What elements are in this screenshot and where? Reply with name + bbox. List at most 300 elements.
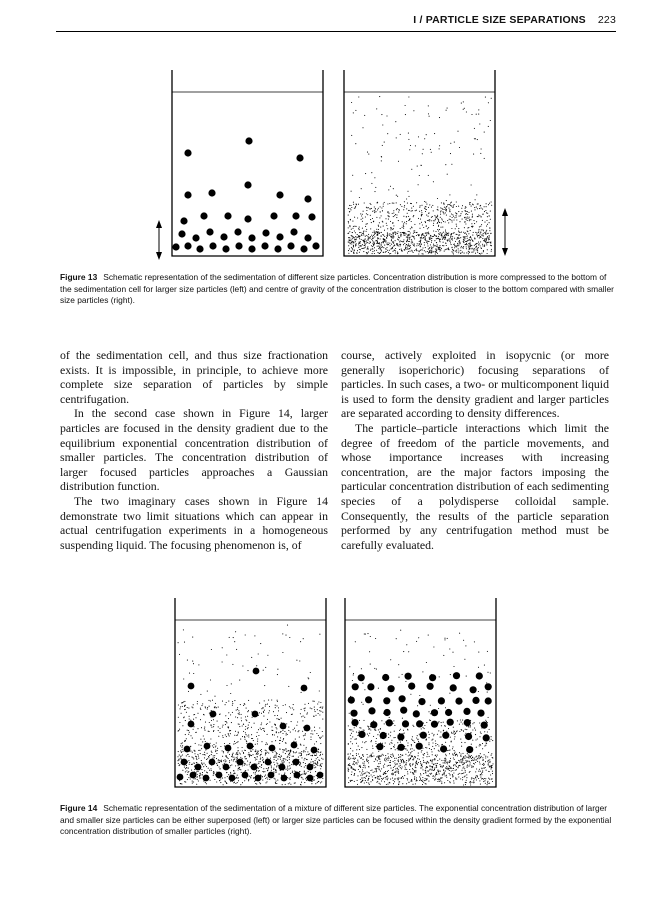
small-particle: [250, 776, 251, 777]
small-particle: [419, 207, 420, 208]
small-particle: [456, 766, 457, 767]
small-particle: [484, 780, 485, 781]
column-right: [341, 348, 609, 552]
small-particle: [367, 239, 368, 240]
small-particle: [420, 240, 421, 241]
large-particle: [431, 721, 438, 728]
small-particle: [472, 204, 473, 205]
small-particle: [446, 766, 447, 767]
small-particle: [483, 779, 484, 780]
small-particle: [479, 769, 480, 770]
small-particle: [391, 774, 392, 775]
small-particle: [418, 184, 419, 185]
small-particle: [479, 226, 480, 227]
small-particle: [429, 720, 430, 721]
small-particle: [256, 764, 257, 765]
small-particle: [217, 765, 218, 766]
small-particle: [248, 736, 249, 737]
small-particle: [318, 713, 319, 714]
small-particle: [453, 666, 454, 667]
small-particle: [225, 724, 226, 725]
small-particle: [261, 754, 262, 755]
small-particle: [364, 777, 365, 778]
small-particle: [378, 768, 379, 769]
small-particle: [481, 774, 482, 775]
small-particle: [251, 775, 252, 776]
small-particle: [471, 245, 472, 246]
small-particle: [245, 719, 246, 720]
small-particle: [258, 729, 259, 730]
small-particle: [487, 237, 488, 238]
small-particle: [289, 765, 290, 766]
small-particle: [283, 762, 284, 763]
small-particle: [352, 780, 353, 781]
large-particle: [247, 743, 254, 750]
large-particle: [398, 744, 405, 751]
small-particle: [454, 232, 455, 233]
small-particle: [351, 243, 352, 244]
small-particle: [454, 759, 455, 760]
small-particle: [289, 759, 290, 760]
small-particle: [450, 143, 451, 144]
small-particle: [394, 760, 395, 761]
small-particle: [239, 680, 240, 681]
small-particle: [482, 764, 483, 765]
large-particle: [450, 684, 457, 691]
small-particle: [385, 218, 386, 219]
small-particle: [381, 247, 382, 248]
small-particle: [289, 757, 290, 758]
small-particle: [359, 731, 360, 732]
small-particle: [216, 781, 217, 782]
small-particle: [386, 759, 387, 760]
right-sedimentation-cell: [345, 598, 496, 787]
small-particle: [230, 714, 231, 715]
small-particle: [452, 770, 453, 771]
small-particle: [406, 760, 407, 761]
small-particle: [450, 774, 451, 775]
large-particle: [358, 731, 365, 738]
small-particle: [380, 763, 381, 764]
small-particle: [466, 762, 467, 763]
small-particle: [183, 629, 184, 630]
small-particle: [350, 250, 351, 251]
small-particle: [186, 755, 187, 756]
large-particle: [172, 243, 179, 250]
small-particle: [475, 138, 476, 139]
small-particle: [481, 768, 482, 769]
small-particle: [210, 738, 211, 739]
small-particle: [367, 734, 368, 735]
small-particle: [277, 759, 278, 760]
large-particle: [195, 764, 202, 771]
small-particle: [471, 782, 472, 783]
small-particle: [442, 767, 443, 768]
small-particle: [483, 767, 484, 768]
small-particle: [412, 242, 413, 243]
small-particle: [450, 242, 451, 243]
small-particle: [480, 774, 481, 775]
small-particle: [392, 237, 393, 238]
small-particle: [400, 765, 401, 766]
small-particle: [377, 246, 378, 247]
small-particle: [251, 657, 252, 658]
small-particle: [227, 776, 228, 777]
small-particle: [440, 217, 441, 218]
small-particle: [471, 223, 472, 224]
small-particle: [388, 756, 389, 757]
small-particle: [486, 212, 487, 213]
small-particle: [381, 244, 382, 245]
small-particle: [350, 243, 351, 244]
small-particle: [399, 237, 400, 238]
small-particle: [433, 245, 434, 246]
small-particle: [439, 781, 440, 782]
small-particle: [400, 759, 401, 760]
small-particle: [312, 781, 313, 782]
small-particle: [226, 772, 227, 773]
small-particle: [487, 692, 488, 693]
small-particle: [260, 728, 261, 729]
small-particle: [303, 750, 304, 751]
small-particle: [307, 751, 308, 752]
small-particle: [456, 206, 457, 207]
small-particle: [359, 252, 360, 253]
small-particle: [398, 220, 399, 221]
small-particle: [467, 240, 468, 241]
small-particle: [479, 745, 480, 746]
small-particle: [483, 763, 484, 764]
small-particle: [354, 239, 355, 240]
small-particle: [403, 244, 404, 245]
small-particle: [392, 774, 393, 775]
small-particle: [426, 766, 427, 767]
small-particle: [490, 672, 491, 673]
small-particle: [181, 752, 182, 753]
small-particle: [392, 242, 393, 243]
small-particle: [181, 743, 182, 744]
small-particle: [443, 213, 444, 214]
small-particle: [391, 244, 392, 245]
small-particle: [388, 213, 389, 214]
small-particle: [388, 219, 389, 220]
small-particle: [242, 665, 243, 666]
small-particle: [198, 758, 199, 759]
small-particle: [423, 253, 424, 254]
small-particle: [414, 232, 415, 233]
small-particle: [281, 718, 282, 719]
small-particle: [188, 760, 189, 761]
small-particle: [262, 776, 263, 777]
small-particle: [282, 741, 283, 742]
small-particle: [423, 782, 424, 783]
small-particle: [245, 634, 246, 635]
small-particle: [218, 707, 219, 708]
running-header: [413, 14, 616, 26]
large-particle: [178, 230, 185, 237]
small-particle: [277, 700, 278, 701]
small-particle: [317, 778, 318, 779]
small-particle: [281, 761, 282, 762]
small-particle: [445, 231, 446, 232]
small-particle: [376, 229, 377, 230]
small-particle: [249, 754, 250, 755]
small-particle: [390, 233, 391, 234]
small-particle: [360, 242, 361, 243]
small-particle: [267, 734, 268, 735]
small-particle: [415, 770, 416, 771]
small-particle: [431, 773, 432, 774]
small-particle: [483, 233, 484, 234]
small-particle: [423, 233, 424, 234]
small-particle: [361, 777, 362, 778]
small-particle: [217, 750, 218, 751]
small-particle: [477, 776, 478, 777]
small-particle: [396, 243, 397, 244]
small-particle: [215, 750, 216, 751]
small-particle: [403, 228, 404, 229]
small-particle: [238, 768, 239, 769]
small-particle: [422, 249, 423, 250]
small-particle: [349, 248, 350, 249]
small-particle: [409, 219, 410, 220]
small-particle: [431, 248, 432, 249]
small-particle: [410, 749, 411, 750]
small-particle: [382, 234, 383, 235]
header-rule: [56, 31, 616, 32]
small-particle: [240, 704, 241, 705]
small-particle: [430, 237, 431, 238]
small-particle: [449, 219, 450, 220]
small-particle: [404, 762, 405, 763]
small-particle: [384, 723, 385, 724]
small-particle: [370, 236, 371, 237]
small-particle: [463, 109, 464, 110]
small-particle: [392, 203, 393, 204]
small-particle: [455, 770, 456, 771]
small-particle: [454, 142, 455, 143]
small-particle: [475, 232, 476, 233]
small-particle: [257, 756, 258, 757]
small-particle: [473, 251, 474, 252]
small-particle: [186, 767, 187, 768]
small-particle: [381, 156, 382, 157]
small-particle: [377, 766, 378, 767]
small-particle: [257, 752, 258, 753]
large-particle: [352, 683, 359, 690]
small-particle: [213, 726, 214, 727]
small-particle: [438, 225, 439, 226]
small-particle: [364, 247, 365, 248]
small-particle: [245, 763, 246, 764]
small-particle: [271, 741, 272, 742]
small-particle: [319, 714, 320, 715]
small-particle: [274, 715, 275, 716]
large-particle: [209, 759, 216, 766]
small-particle: [267, 719, 268, 720]
small-particle: [447, 240, 448, 241]
small-particle: [363, 720, 364, 721]
small-particle: [426, 747, 427, 748]
small-particle: [460, 778, 461, 779]
small-particle: [355, 241, 356, 242]
small-particle: [367, 223, 368, 224]
small-particle: [235, 761, 236, 762]
small-particle: [368, 248, 369, 249]
small-particle: [221, 761, 222, 762]
small-particle: [415, 783, 416, 784]
small-particle: [196, 771, 197, 772]
small-particle: [223, 760, 224, 761]
small-particle: [437, 198, 438, 199]
small-particle: [406, 208, 407, 209]
small-particle: [455, 765, 456, 766]
small-particle: [399, 781, 400, 782]
small-particle: [208, 757, 209, 758]
small-particle: [454, 738, 455, 739]
small-particle: [457, 243, 458, 244]
small-particle: [213, 747, 214, 748]
small-particle: [305, 708, 306, 709]
small-particle: [485, 767, 486, 768]
small-particle: [458, 206, 459, 207]
small-particle: [479, 215, 480, 216]
small-particle: [387, 753, 388, 754]
small-particle: [322, 759, 323, 760]
small-particle: [489, 771, 490, 772]
small-particle: [276, 705, 277, 706]
small-particle: [362, 214, 363, 215]
small-particle: [276, 718, 277, 719]
small-particle: [200, 739, 201, 740]
small-particle: [226, 721, 227, 722]
small-particle: [439, 759, 440, 760]
large-particle: [192, 234, 199, 241]
small-particle: [475, 777, 476, 778]
small-particle: [185, 768, 186, 769]
small-particle: [380, 784, 381, 785]
large-particle: [416, 743, 423, 750]
small-particle: [471, 252, 472, 253]
small-particle: [389, 243, 390, 244]
small-particle: [411, 203, 412, 204]
small-particle: [435, 755, 436, 756]
small-particle: [442, 209, 443, 210]
small-particle: [434, 776, 435, 777]
small-particle: [289, 755, 290, 756]
small-particle: [464, 227, 465, 228]
small-particle: [300, 755, 301, 756]
small-particle: [348, 769, 349, 770]
small-particle: [452, 239, 453, 240]
small-particle: [469, 217, 470, 218]
small-particle: [426, 762, 427, 763]
small-particle: [479, 744, 480, 745]
small-particle: [466, 241, 467, 242]
small-particle: [388, 734, 389, 735]
small-particle: [454, 764, 455, 765]
small-particle: [470, 757, 471, 758]
small-particle: [192, 661, 193, 662]
small-particle: [385, 777, 386, 778]
small-particle: [477, 235, 478, 236]
small-particle: [279, 719, 280, 720]
small-particle: [282, 784, 283, 785]
small-particle: [354, 759, 355, 760]
small-particle: [444, 773, 445, 774]
small-particle: [243, 761, 244, 762]
small-particle: [425, 232, 426, 233]
small-particle: [193, 719, 194, 720]
small-particle: [242, 765, 243, 766]
small-particle: [403, 762, 404, 763]
small-particle: [265, 754, 266, 755]
small-particle: [317, 703, 318, 704]
small-particle: [250, 766, 251, 767]
small-particle: [395, 252, 396, 253]
small-particle: [436, 774, 437, 775]
small-particle: [362, 759, 363, 760]
small-particle: [426, 756, 427, 757]
small-particle: [479, 253, 480, 254]
small-particle: [460, 253, 461, 254]
small-particle: [423, 235, 424, 236]
small-particle: [304, 767, 305, 768]
small-particle: [390, 186, 391, 187]
small-particle: [248, 779, 249, 780]
small-particle: [225, 734, 226, 735]
small-particle: [407, 236, 408, 237]
small-particle: [489, 762, 490, 763]
small-particle: [466, 774, 467, 775]
small-particle: [424, 728, 425, 729]
paragraph: The two imaginary cases shown in Figure 14 demonstrate two limit situations which can appear in actual centrifugation experiments in a homogeneous suspending liquid. The focusing phenomenon is, of: [60, 493, 328, 552]
small-particle: [440, 207, 441, 208]
large-particle: [463, 708, 470, 715]
small-particle: [319, 727, 320, 728]
small-particle: [358, 204, 359, 205]
small-particle: [484, 206, 485, 207]
small-particle: [467, 238, 468, 239]
small-particle: [358, 96, 359, 97]
small-particle: [408, 210, 409, 211]
small-particle: [406, 221, 407, 222]
small-particle: [184, 716, 185, 717]
small-particle: [236, 742, 237, 743]
small-particle: [439, 240, 440, 241]
small-particle: [429, 204, 430, 205]
small-particle: [394, 747, 395, 748]
small-particle: [384, 236, 385, 237]
small-particle: [204, 727, 205, 728]
small-particle: [421, 767, 422, 768]
small-particle: [463, 756, 464, 757]
small-particle: [363, 773, 364, 774]
small-particle: [427, 767, 428, 768]
small-particle: [403, 651, 404, 652]
small-particle: [177, 756, 178, 757]
small-particle: [364, 239, 365, 240]
small-particle: [314, 767, 315, 768]
small-particle: [290, 777, 291, 778]
small-particle: [232, 703, 233, 704]
small-particle: [204, 752, 205, 753]
small-particle: [383, 241, 384, 242]
small-particle: [193, 673, 194, 674]
small-particle: [463, 762, 464, 763]
small-particle: [238, 732, 239, 733]
small-particle: [488, 760, 489, 761]
